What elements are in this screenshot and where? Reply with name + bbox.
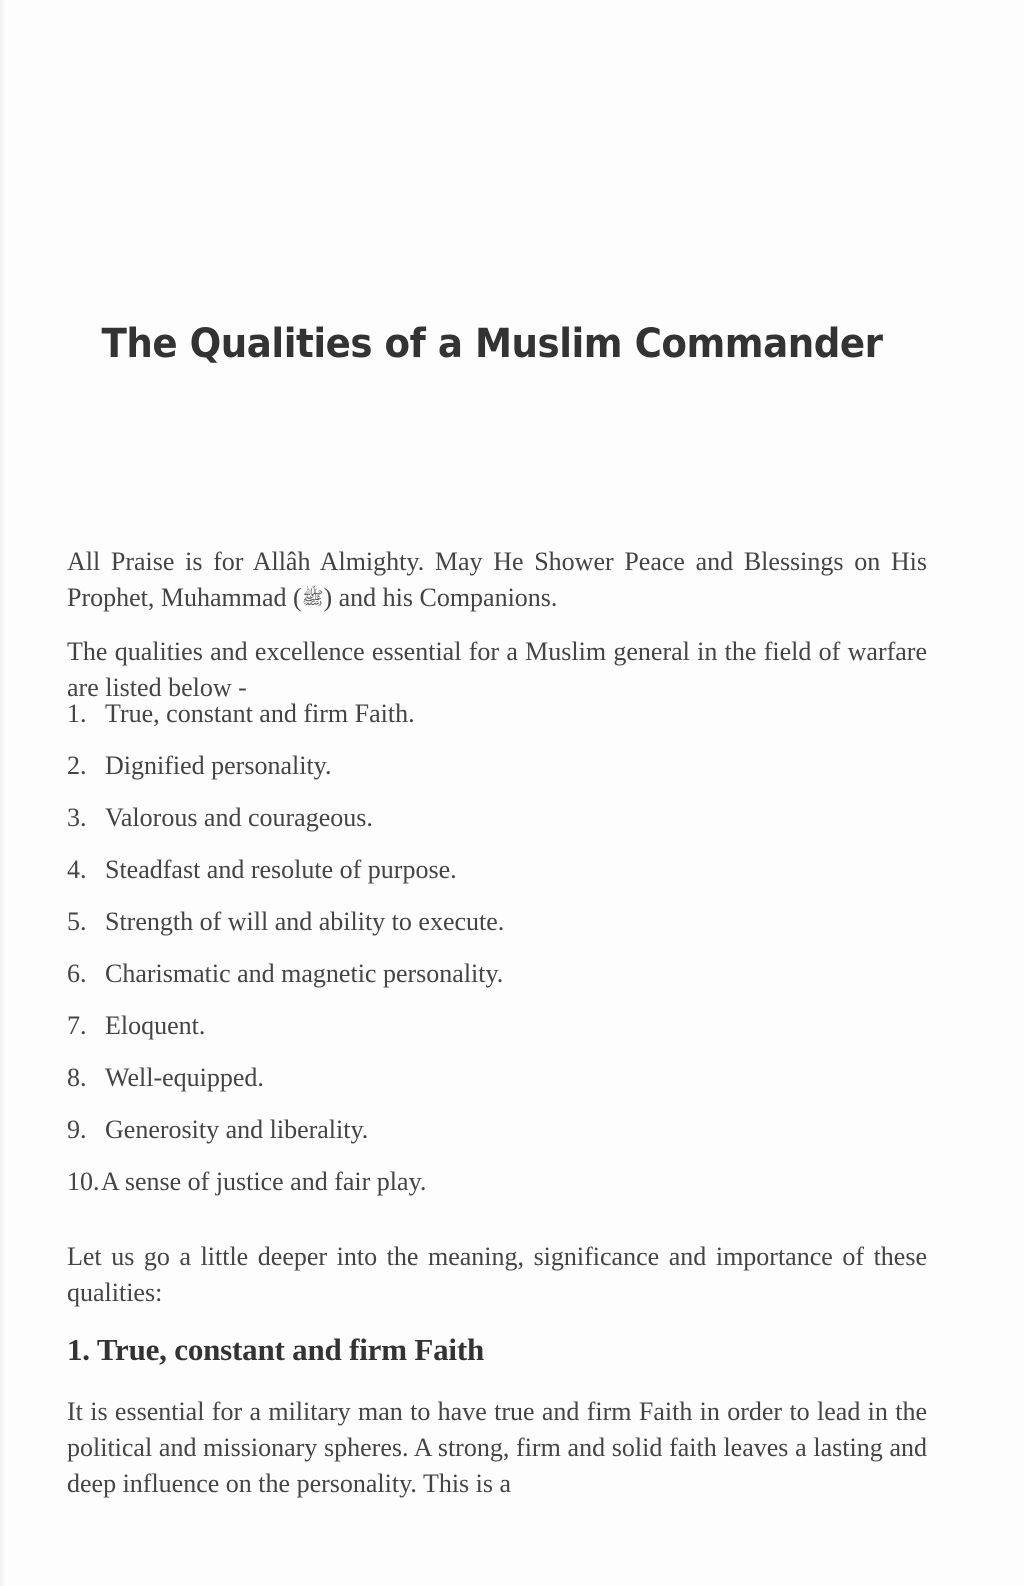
list-item-text: Well-equipped. [105, 1063, 264, 1092]
list-item [67, 800, 504, 852]
list-item [67, 748, 504, 800]
praise-text-end: ) and his Companions. [323, 583, 558, 612]
list-item-number: 10. [67, 1167, 100, 1196]
list-item-number: 9. [67, 1115, 87, 1144]
list-item [67, 1008, 504, 1060]
list-item-text: Dignified personality. [105, 751, 332, 780]
list-item-number: 2. [67, 751, 87, 780]
list-item [67, 904, 504, 956]
chapter-title: The Qualities of a Muslim Commander [101, 320, 883, 367]
intro-paragraph-qualities: The qualities and excellence essential for a Muslim general in the field of warfare are listed below - [67, 637, 927, 702]
list-item-number: 6. [67, 959, 87, 988]
list-item-text: A sense of justice and fair play. [101, 1167, 427, 1196]
section-body-faith: It is essential for a military man to have true and firm Faith in order to lead in the political and missionary spheres. A strong, firm and solid faith leaves a lasting and deep influence on the personality. This is a [67, 1397, 927, 1498]
list-item-text: Eloquent. [105, 1011, 206, 1040]
list-item [67, 1112, 504, 1164]
praise-text-start: All Praise is for Allâh Almighty. May He Shower Peace and Blessings on His Prophet, Muhammad ( [67, 547, 927, 612]
list-item [67, 696, 504, 748]
list-item [67, 1164, 504, 1216]
list-item [67, 956, 504, 1008]
transition-paragraph: Let us go a little deeper into the meaning, significance and importance of these qualities: [67, 1242, 927, 1307]
list-item-number: 4. [67, 855, 87, 884]
list-item-text: Generosity and liberality. [105, 1115, 369, 1144]
section-heading-faith: 1. True, constant and firm Faith [67, 1331, 484, 1367]
list-item-number: 1. [67, 699, 87, 728]
list-item [67, 852, 504, 904]
list-item [67, 1060, 504, 1112]
list-item-number: 8. [67, 1063, 87, 1092]
intro-paragraph-praise [67, 544, 927, 616]
list-item-number: 3. [67, 803, 87, 832]
list-item-text: Steadfast and resolute of purpose. [105, 855, 457, 884]
list-item-text: Charismatic and magnetic personality. [105, 959, 504, 988]
list-item-text: Strength of will and ability to execute. [105, 907, 505, 936]
list-item-text: True, constant and firm Faith. [105, 699, 415, 728]
list-item-text: Valorous and courageous. [105, 803, 373, 832]
list-item-number: 7. [67, 1011, 87, 1040]
list-item-number: 5. [67, 907, 87, 936]
qualities-list [67, 696, 504, 1216]
salawat-symbol-icon: ﷺ [301, 588, 324, 608]
